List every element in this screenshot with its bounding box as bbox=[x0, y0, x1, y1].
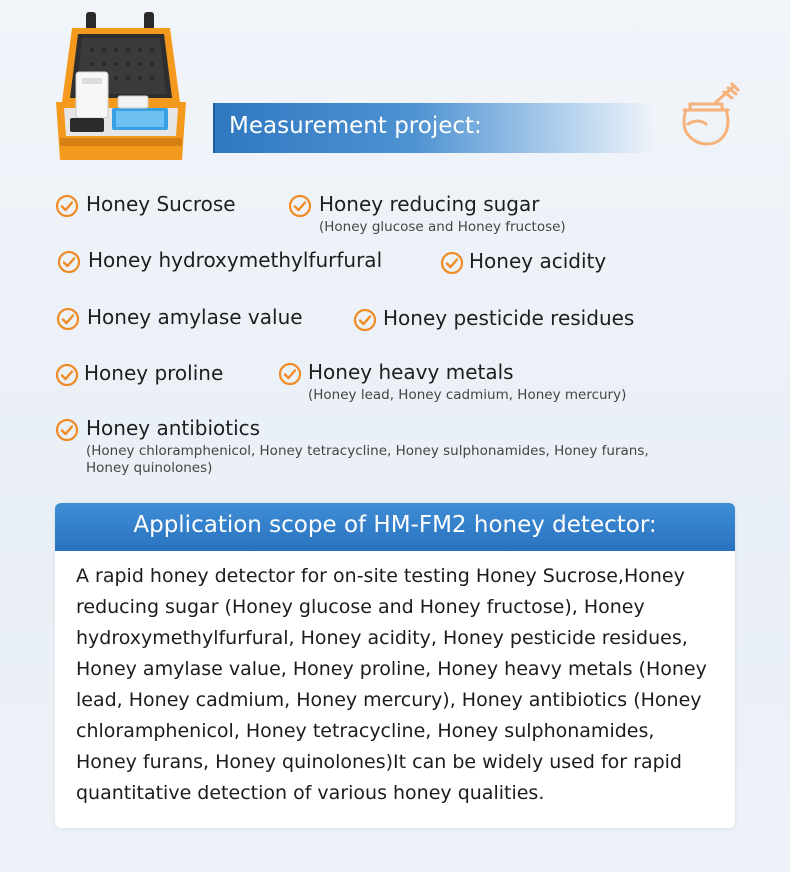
measurement-item-label: Honey heavy metals bbox=[308, 360, 514, 384]
measurement-item-label: Honey hydroxymethylfurfural bbox=[88, 248, 383, 272]
measurement-item-label: Honey antibiotics bbox=[86, 416, 261, 440]
measurement-item-detail: (Honey glucose and Honey fructose) bbox=[319, 219, 566, 235]
check-circle-icon bbox=[57, 250, 81, 274]
honey-pot-icon bbox=[672, 82, 742, 148]
application-scope-text: A rapid honey detector for on-site testing Honey Sucrose,Honey reducing sugar (Honey glucose and Honey fructose), Honey hydroxymethylfurfural, Honey acidity, Honey pesticide residues, Honey amylase value, Honey proline, Honey heavy metals (Honey lead, Honey cadmium, Honey mercury), Honey antibiotics (Honey chloramphenicol, Honey tetracycline, Honey sulphonamides, Honey furans, Honey quinolones)It can be widely used for rapid quantitative detection of various honey qualities. bbox=[76, 565, 707, 804]
measurement-item-detail: Honey quinolones) bbox=[86, 460, 213, 476]
measurement-item-label: Honey Sucrose bbox=[86, 192, 236, 216]
measurement-item-label: Honey acidity bbox=[469, 249, 607, 273]
application-scope-title: Application scope of HM-FM2 honey detector: bbox=[133, 512, 657, 538]
measurement-item-detail: (Honey chloramphenicol, Honey tetracycline, Honey sulphonamides, Honey furans, bbox=[86, 443, 649, 459]
measurement-project-title: Measurement project: bbox=[229, 113, 482, 139]
measurement-item-label: Honey proline bbox=[84, 361, 224, 385]
check-circle-icon bbox=[56, 307, 80, 331]
measurement-item-label: Honey amylase value bbox=[87, 305, 303, 329]
application-scope-header bbox=[55, 503, 735, 551]
measurement-project-banner bbox=[213, 103, 655, 153]
check-circle-icon bbox=[278, 362, 302, 386]
measurement-item-label: Honey reducing sugar bbox=[319, 192, 540, 216]
application-scope-card bbox=[55, 503, 735, 828]
check-circle-icon bbox=[55, 418, 79, 442]
honey-detector-case-image bbox=[52, 10, 190, 166]
check-circle-icon bbox=[353, 308, 377, 332]
measurement-item-detail: (Honey lead, Honey cadmium, Honey mercury) bbox=[308, 387, 627, 403]
measurement-item-label: Honey pesticide residues bbox=[383, 306, 635, 330]
check-circle-icon bbox=[55, 194, 79, 218]
check-circle-icon bbox=[55, 363, 79, 387]
check-circle-icon bbox=[288, 194, 312, 218]
check-circle-icon bbox=[440, 251, 464, 275]
